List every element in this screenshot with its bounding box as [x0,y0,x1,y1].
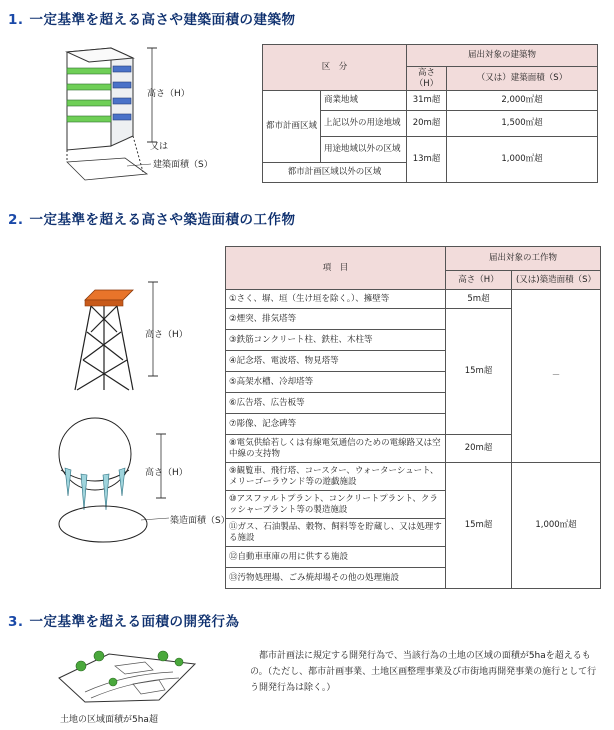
building-table-row-label: 用途地域以外の区域 [321,137,407,163]
section1-number: 1. [8,12,24,28]
structure-table-item: ⑦彫像、記念碑等 [226,414,446,435]
tank-height-label: 高さ（H） [145,468,188,478]
structure-table-header-item: 項 目 [226,247,446,290]
structure-table-height-value: 20m超 [446,435,512,463]
section1-title: 一定基準を超える高さや建築面積の建築物 [29,12,296,28]
structure-table-height-value: 15m超 [446,309,512,435]
structure-table-item: ⑧電気供給若しくは有線電気通信のための電線路又は空中線の支持物 [226,435,446,463]
structure-table-item: ⑨観覧車、飛行塔、コースター、ウォーターシュート、メリーゴーラウンド等の遊戯施設 [226,463,446,491]
building-table-header-category: 区 分 [263,45,407,91]
building-table-area-value: 1,000㎡超 [447,137,598,183]
structure-table-item: ⑤高架水槽、冷却塔等 [226,372,446,393]
building-table-area-value: 2,000㎡超 [447,91,598,111]
building-table-header-target: 届出対象の建築物 [407,45,598,67]
building-table-area-value: 1,500㎡超 [447,111,598,137]
structure-table-item: ①さく、塀、垣（生け垣を除く。）、擁壁等 [226,290,446,309]
structure-table-area-dash: － [512,290,601,463]
section2-heading [8,208,296,228]
building-table-height-value: 13m超 [407,137,447,183]
structure-table-item: ②煙突、排気塔等 [226,309,446,330]
building-or-label: 又は [150,142,169,152]
section2-title: 一定基準を超える高さや築造面積の工作物 [29,212,296,228]
structure-table-item: ⑥広告塔、広告板等 [226,393,446,414]
structure-table-height-value: 15m超 [446,463,512,589]
structure-table-area-value: 1,000㎡超 [512,463,601,589]
tower-height-label: 高さ（H） [145,330,188,340]
structure-table-item: ④記念塔、電波塔、物見塔等 [226,351,446,372]
structure-table-height-value: 5m超 [446,290,512,309]
structure-table-header-area: (又は)築造面積（S） [512,271,601,290]
building-table-row-label: 上記以外の用途地域 [321,111,407,137]
building-table [262,44,598,183]
structure-table-header-target: 届出対象の工作物 [446,247,601,271]
section3-number: 3. [8,614,24,630]
building-area-label: 建築面積（S） [153,160,213,170]
structure-table-item: ⑩アスファルトプラント、コンクリートプラント、クラッシャープラント等の製造施設 [226,491,446,519]
section1-heading [8,8,296,28]
building-table-row-label: 都市計画区域以外の区域 [263,163,407,183]
section3-title: 一定基準を超える面積の開発行為 [29,614,240,630]
structure-table-item: ③鉄筋コンクリート柱、鉄柱、木柱等 [226,330,446,351]
land-area-label: 土地の区域面積が5ha超 [60,715,158,725]
building-table-header-height: 高さ（H） [407,67,447,91]
building-table-height-value: 20m超 [407,111,447,137]
building-table-header-area: （又は）建築面積（S） [447,67,598,91]
structure-table-header-height: 高さ（H） [446,271,512,290]
building-height-label: 高さ（H） [147,89,190,99]
section3-heading [8,610,240,630]
structure-table-item: ⑪ガス、石油製品、穀物、飼料等を貯蔵し、又は処理する施設 [226,519,446,547]
land-development-illustration [55,636,205,712]
development-description: 都市計画法に規定する開発行為で、当該行為の土地の区域の面積が5haを超えるもの。（ただし、都市計画事業、土地区画整理事業及び市街地再開発事業の施行として行う開発行為は除く。） [250,651,597,693]
structure-table-item: ⑬汚物処理場、ごみ焼却場その他の処理施設 [226,568,446,589]
structure-table [225,246,601,589]
building-table-group-label: 都市計画区域 [263,91,321,163]
section2-number: 2. [8,212,24,228]
building-table-row-label: 商業地域 [321,91,407,111]
building-table-height-value: 31m超 [407,91,447,111]
structure-table-item: ⑫自動車車庫の用に供する施設 [226,547,446,568]
structure-area-label: 築造面積（S） [170,516,230,526]
